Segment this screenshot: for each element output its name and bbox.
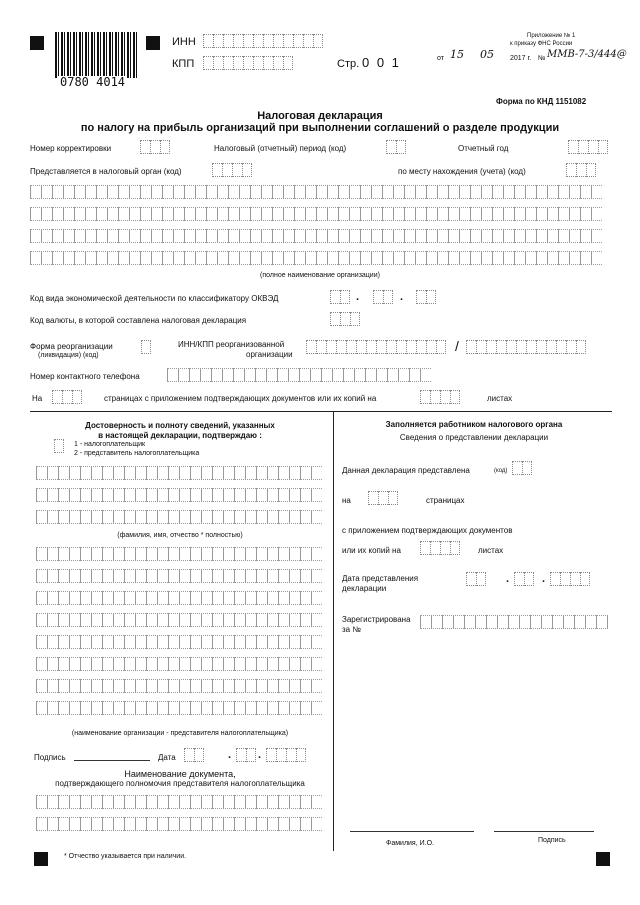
submit-year-cells[interactable] — [550, 572, 590, 586]
form-code: Форма по КНД 1151082 — [496, 97, 587, 106]
right-sheets-label: листах — [478, 546, 504, 555]
okved-cells-3[interactable] — [416, 290, 436, 304]
phone-label: Номер контактного телефона — [30, 372, 140, 381]
right-pages-cells[interactable] — [368, 491, 398, 505]
report-year-label: Отчетный год — [458, 144, 509, 153]
signer-opt-2: 2 - представитель налогоплательщика — [74, 450, 200, 457]
fio-line[interactable] — [350, 831, 474, 832]
correction-cells[interactable] — [140, 140, 170, 154]
phone-cells[interactable] — [167, 368, 431, 382]
kpp-cells[interactable] — [203, 56, 293, 70]
sign-line[interactable] — [74, 760, 150, 761]
correction-label: Номер корректировки — [30, 144, 112, 153]
doc-row-1[interactable] — [36, 795, 322, 809]
corner-marker-top-right — [146, 36, 160, 50]
currency-label: Код валюты, в которой составлена налоговая декларация — [30, 316, 247, 325]
report-year-cells[interactable] — [568, 140, 608, 154]
submitted-to-label: Представляется в налоговый орган (код) — [30, 167, 182, 176]
right-sign-label: Подпись — [538, 837, 566, 844]
date-submit-label-2: декларации — [342, 584, 387, 593]
okved-cells-2[interactable] — [373, 290, 393, 304]
submitted-to-cells[interactable] — [212, 163, 252, 177]
doc-name-1: Наименование документа, — [124, 769, 236, 779]
org-name-row-3[interactable] — [30, 229, 602, 243]
okved-dot-2: . — [400, 291, 404, 303]
order-no: ММВ-7-3/444@ — [547, 49, 627, 60]
left-heading-2: в настоящей декларации, подтверждаю : — [98, 431, 262, 440]
on-label: На — [32, 394, 43, 403]
org-rep-row-1[interactable] — [36, 547, 322, 561]
sheets-cells[interactable] — [420, 390, 460, 404]
section-divider-horizontal — [30, 411, 612, 412]
reorg-form-cells[interactable] — [141, 340, 151, 354]
org-name-row-1[interactable] — [30, 185, 602, 199]
reorg-form-label-2: (ликвидация) (код) — [38, 352, 99, 359]
submitted-code-cells[interactable] — [512, 461, 532, 475]
appendix-line1: Приложение № 1 — [527, 33, 576, 39]
fio-caption: (фамилия, имя, отчество * полностью) — [117, 532, 243, 539]
pages-cells[interactable] — [52, 390, 82, 404]
date-month-cells[interactable] — [236, 748, 256, 762]
submit-dot-2: . — [542, 573, 546, 585]
order-day: 15 — [450, 48, 464, 61]
signer-type-cell[interactable] — [54, 439, 64, 453]
reorg-kpp-cells[interactable] — [466, 340, 586, 354]
fio-row-1[interactable] — [36, 466, 322, 480]
org-name-row-2[interactable] — [30, 207, 602, 221]
okved-label: Код вида экономической деятельности по классификатору ОКВЭД — [30, 294, 279, 303]
section-divider-vertical — [333, 411, 334, 851]
reorg-inn-label-2: организации — [246, 350, 293, 359]
sign-label: Подпись — [34, 753, 66, 762]
date-day-cells[interactable] — [184, 748, 204, 762]
with-docs-label: с приложением подтверждающих документов — [342, 526, 513, 535]
order-year: 2017 г. — [510, 55, 532, 62]
order-month: 05 — [480, 48, 494, 61]
org-rep-row-8[interactable] — [36, 701, 322, 715]
right-subheading: Сведения о представлении декларации — [399, 433, 549, 442]
okved-cells-1[interactable] — [330, 290, 350, 304]
reorg-slash: / — [455, 338, 459, 354]
date-dot-2: . — [258, 749, 262, 761]
title-line1: Налоговая декларация — [257, 110, 383, 122]
fio-row-2[interactable] — [36, 488, 322, 502]
doc-row-2[interactable] — [36, 817, 322, 831]
appendix-line2: к приказу ФНС России — [510, 41, 573, 47]
date-year-cells[interactable] — [266, 748, 306, 762]
right-on-label: на — [342, 496, 351, 505]
date-dot-1: . — [228, 749, 232, 761]
footnote: * Отчество указывается при наличии. — [64, 853, 187, 860]
date-label: Дата — [158, 753, 176, 762]
page-label: Стр. — [337, 58, 360, 70]
reorg-form-label-1: Форма реорганизации — [30, 342, 113, 351]
submit-month-cells[interactable] — [514, 572, 534, 586]
submit-day-cells[interactable] — [466, 572, 486, 586]
right-heading: Заполняется работником налогового органа — [385, 420, 563, 429]
order-no-label: № — [538, 55, 546, 62]
location-label: по месту нахождения (учета) (код) — [398, 167, 526, 176]
tax-period-label: Налоговый (отчетный) период (код) — [214, 144, 347, 153]
right-sheets-cells[interactable] — [420, 541, 460, 555]
location-cells[interactable] — [566, 163, 596, 177]
org-rep-caption: (наименование организации - представителя налогоплательщика) — [71, 730, 289, 737]
sign-line-right[interactable] — [494, 831, 594, 832]
registered-label-1: Зарегистрирована — [342, 615, 411, 624]
tax-period-cells[interactable] — [386, 140, 406, 154]
currency-cells[interactable] — [330, 312, 360, 326]
barcode-number: 0780 4014 — [60, 75, 126, 89]
org-rep-row-4[interactable] — [36, 613, 322, 627]
corner-marker-bottom-right — [596, 852, 610, 866]
right-pages-label: страницах — [426, 496, 465, 505]
inn-cells[interactable] — [203, 34, 323, 48]
org-rep-row-5[interactable] — [36, 635, 322, 649]
org-rep-row-6[interactable] — [36, 657, 322, 671]
inn-label: ИНН — [172, 36, 196, 48]
submitted-code-label: Данная декларация представлена — [342, 466, 470, 475]
org-name-caption: (полное наименование организации) — [260, 272, 380, 279]
left-heading-1: Достоверность и полноту сведений, указанных — [85, 421, 275, 430]
doc-name-2: подтверждающего полномочия представителя налогоплательщика — [55, 779, 305, 788]
barcode — [55, 32, 137, 78]
submitted-code-small: (код) — [494, 468, 508, 474]
reorg-inn-cells[interactable] — [306, 340, 446, 354]
order-from: от — [437, 55, 444, 62]
page-number: 0 0 1 — [362, 55, 401, 70]
registered-label-2: за № — [342, 625, 361, 634]
date-submit-label-1: Дата представления — [342, 574, 419, 583]
or-copies-label: или их копий на — [342, 546, 401, 555]
submit-dot-1: . — [506, 573, 510, 585]
pages-with-label: страницах с приложением подтверждающих документов или их копий на — [104, 394, 377, 403]
org-rep-row-3[interactable] — [36, 591, 322, 605]
corner-marker-bottom-left — [34, 852, 48, 866]
title-line2: по налогу на прибыль организаций при выполнении соглашений о разделе продукции — [80, 122, 560, 134]
sheets-label: листах — [487, 394, 513, 403]
kpp-label: КПП — [172, 58, 195, 70]
okved-dot-1: . — [356, 291, 360, 303]
reorg-inn-label-1: ИНН/КПП реорганизованной — [178, 340, 285, 349]
org-name-row-4[interactable] — [30, 251, 602, 265]
right-fio-label: Фамилия, И.О. — [386, 840, 434, 847]
registered-no-cells[interactable] — [420, 615, 608, 629]
org-rep-row-2[interactable] — [36, 569, 322, 583]
corner-marker-top-left — [30, 36, 44, 50]
fio-row-3[interactable] — [36, 510, 322, 524]
org-rep-row-7[interactable] — [36, 679, 322, 693]
signer-opt-1: 1 - налогоплательщик — [74, 441, 146, 448]
